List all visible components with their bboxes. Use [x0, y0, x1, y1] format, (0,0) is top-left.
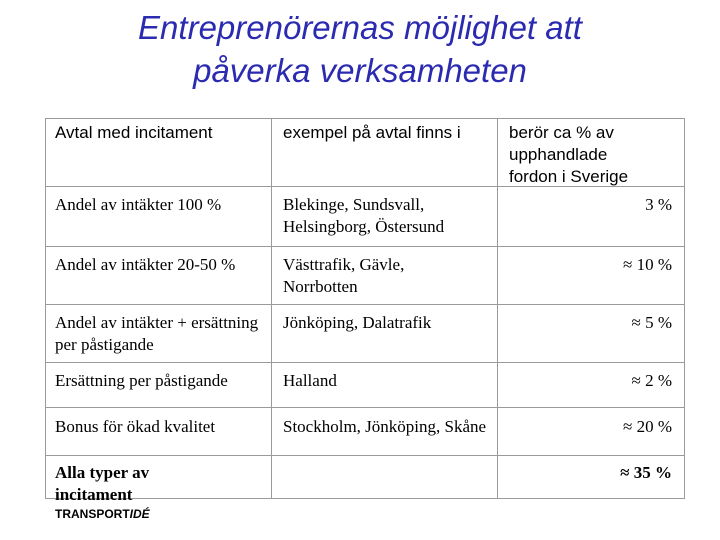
table-row-share: ≈ 2 %: [631, 371, 672, 390]
table-row-examples: Stockholm, Jönköping, Skåne: [283, 417, 487, 436]
logo-text-main: TRANSPORT: [55, 507, 130, 521]
table-row-type: Ersättning per påstigande: [55, 371, 228, 390]
logo-text-suffix: IDÉ: [129, 507, 150, 521]
table-row-examples: Västtrafik, Gävle, Norrbotten: [283, 255, 405, 296]
header-share: berör ca % av upphandlade fordon i Sverige: [509, 123, 629, 186]
transportide-logo: [55, 507, 150, 521]
table-row-share: ≈ 5 %: [631, 313, 672, 332]
table-row-type: Alla typer av incitament: [55, 463, 150, 504]
table-row-share: 3 %: [645, 195, 672, 214]
table-row-type: Andel av intäkter 100 %: [55, 195, 222, 214]
row-divider: [45, 362, 685, 363]
table-row-type: Andel av intäkter + ersättning per påstigande: [55, 313, 259, 354]
table-row-share: ≈ 20 %: [623, 417, 672, 436]
header-incentive-type: Avtal med incitament: [55, 123, 213, 142]
row-divider: [45, 455, 685, 456]
table-row-share: ≈ 10 %: [623, 255, 672, 274]
table-row-share: ≈ 35 %: [620, 463, 672, 482]
table-row-examples: Jönköping, Dalatrafik: [283, 313, 432, 332]
table-row-examples: Halland: [283, 371, 337, 390]
header-examples: exempel på avtal finns i: [283, 123, 461, 142]
table-row-type: Bonus för ökad kvalitet: [55, 417, 216, 436]
row-divider: [45, 246, 685, 247]
column-divider: [271, 118, 272, 499]
page-title-line-1: Entreprenörernas möjlighet att: [138, 9, 582, 46]
table-row-type: Andel av intäkter 20-50 %: [55, 255, 236, 274]
row-divider: [45, 304, 685, 305]
column-divider: [497, 118, 498, 499]
table-row-examples: Blekinge, Sundsvall, Helsingborg, Östersund: [283, 195, 445, 236]
row-divider: [45, 407, 685, 408]
page-title-line-2: påverka verksamheten: [193, 52, 527, 89]
